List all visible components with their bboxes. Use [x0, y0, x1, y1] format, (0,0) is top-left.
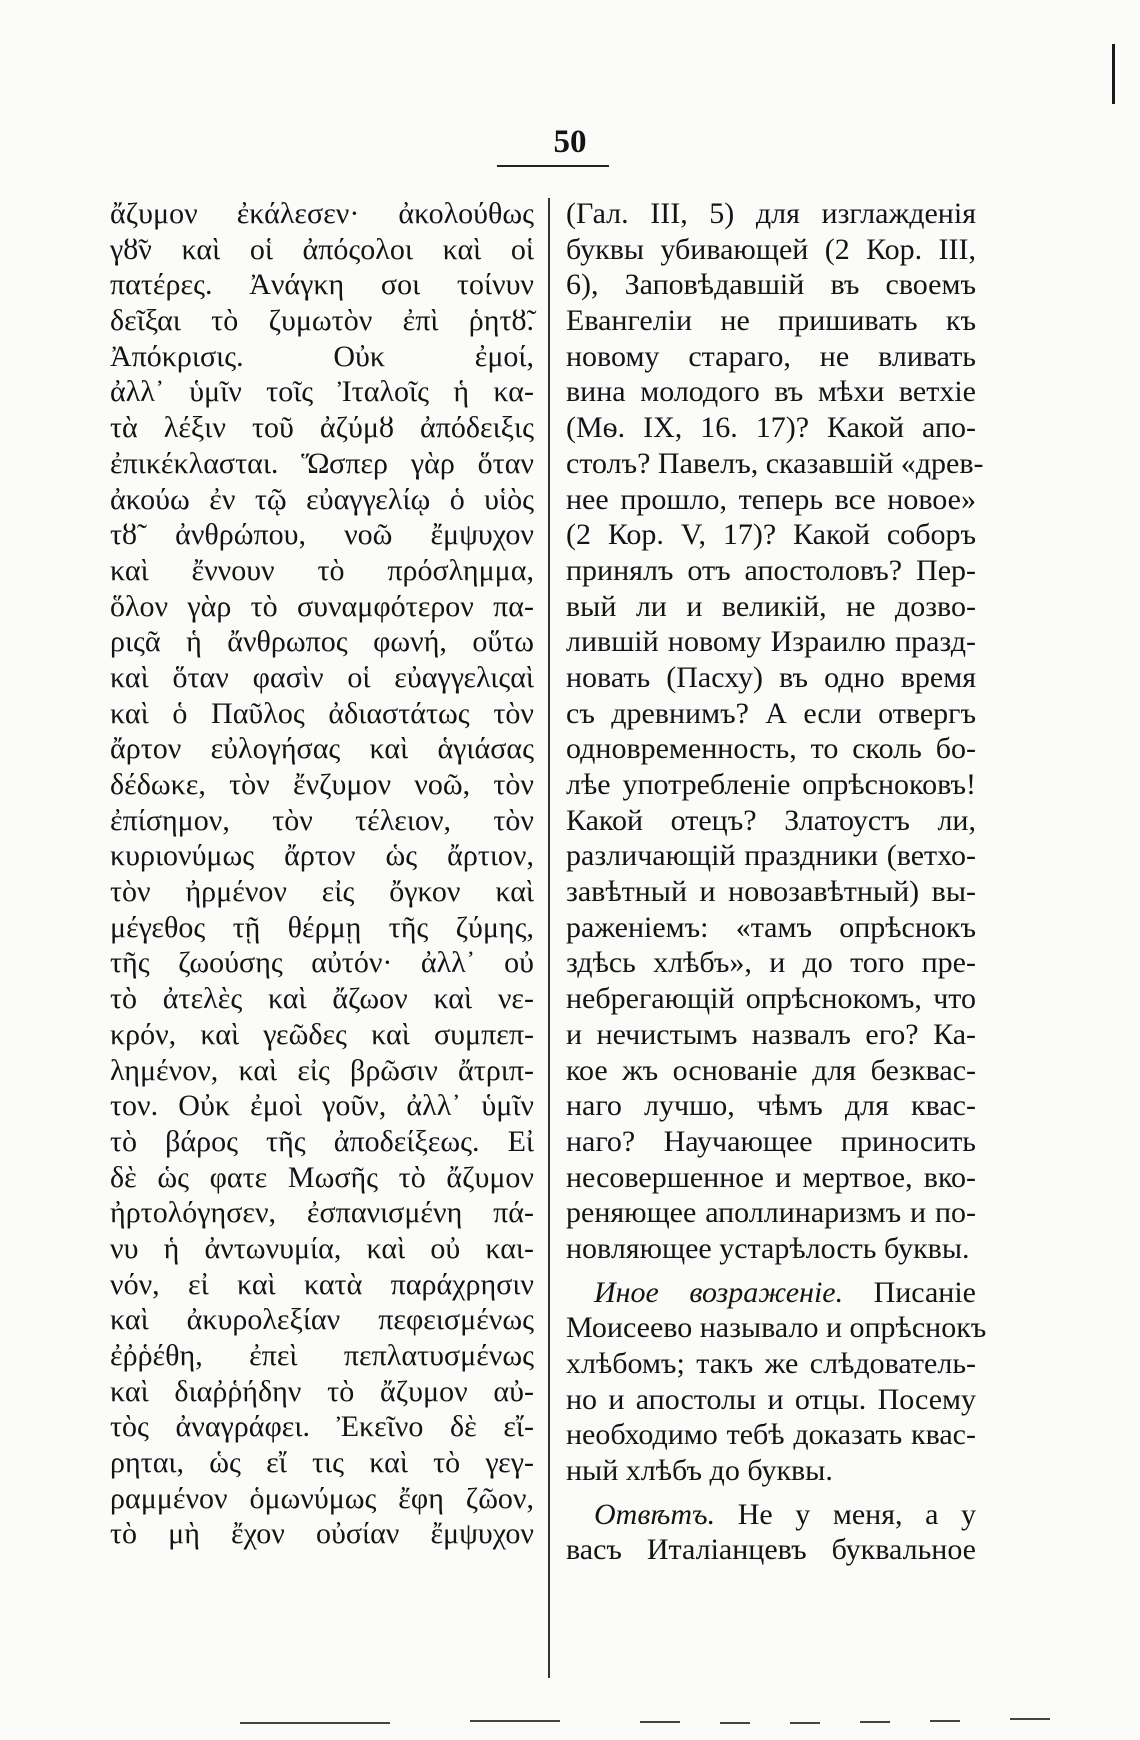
russian-line: завѣтный и новозавѣтный) вы- [566, 875, 976, 909]
russian-line: раженіемъ: «тамъ опрѣснокъ [566, 910, 976, 944]
paragraph-gap [566, 1267, 976, 1275]
greek-line: τὸ βάρος τῆς ἀποδείξεως. Εἰ [110, 1124, 534, 1158]
answer-line-text: Не у меня, а у [737, 1497, 977, 1531]
greek-line: τὸ ἀτελὲς καὶ ἄζωον καὶ νε- [110, 982, 534, 1016]
russian-line: и нечистымъ назвалъ его? Ка- [566, 1017, 976, 1051]
greek-line: τὸν ἠρμένον εἰς ὄγκον καὶ [110, 875, 534, 909]
russian-line: новать (Пасху) въ одно время [566, 660, 976, 694]
russian-line: наго лучшо, чѣмъ для квас- [566, 1089, 976, 1123]
greek-line: ἄζυμον ἐκάλεσεν· ἀκολούθως [110, 197, 534, 230]
russian-line: вина молодого въ мѣхи ветхіе [566, 375, 976, 409]
greek-line: ραμμένον ὁμωνύμως ἔφη ζῶον, [110, 1481, 534, 1515]
right-margin-mark [1112, 44, 1115, 104]
greek-line: ἐπικέκλασται. Ὥσπερ γὰρ ὅταν [110, 446, 534, 480]
greek-line: τὰ λέξιν τοῦ ἀζύμȣ ἀπόδειξις [110, 411, 534, 445]
greek-line: ρηται, ὡς εἴ τις καὶ τὸ γεγ- [110, 1446, 534, 1480]
greek-line: ἄρτον εὐλογήσας καὶ ἁγιάσας [110, 732, 534, 766]
russian-line: небрегающій опрѣснокомъ, что [566, 982, 976, 1016]
russian-line: хлѣбомъ; такъ же слѣдователь- [566, 1347, 976, 1380]
russian-line: реняющее аполлинаризмъ и по- [566, 1196, 976, 1230]
footer-mark [790, 1722, 820, 1724]
page-number-rule [497, 165, 609, 167]
greek-line: πατέρες. Ἀνάγκη σοι τοίνυν [110, 268, 534, 302]
russian-line: лѣе употребленіе опрѣсноковъ! [566, 768, 976, 801]
objection-heading: Иное возраженіе. [594, 1275, 844, 1309]
russian-line: вый ли и великій, не дозво- [566, 589, 976, 623]
russian-line: съ древнимъ? А если отвергъ [566, 696, 976, 730]
russian-line: несовершенное и мертвое, вко- [566, 1160, 976, 1194]
russian-line: Моисеево называло и опрѣснокъ [566, 1311, 987, 1345]
greek-line: καὶ ἀκυρολεξίαν πεφεισμένως [110, 1303, 534, 1337]
footer-mark [1010, 1718, 1050, 1720]
footer-mark [240, 1722, 390, 1724]
russian-line: (2 Кор. V, 17)? Какой соборъ [566, 518, 976, 552]
footer-mark [640, 1721, 680, 1723]
russian-line: лившій новому Израилю празд- [566, 625, 976, 659]
russian-line: буквы убивающей (2 Кор. III, [566, 232, 976, 266]
greek-line: τὸ μὴ ἔχον οὐσίαν ἔμψυχον [110, 1517, 534, 1551]
greek-line: δεῖξαι τὸ ζυμωτὸν ἐπὶ ῥητȣ̃. [110, 304, 534, 338]
russian-line: наго? Научающее приносить [566, 1124, 976, 1158]
russian-line: различающій праздники (ветхо- [566, 839, 976, 873]
greek-line: κυριονύμως ἄρτον ὡς ἄρτιον, [110, 839, 534, 873]
russian-line: (Гал. III, 5) для изглажденія [566, 197, 976, 230]
greek-line: καὶ ὁ Παῦλος ἀδιαστάτως τὸν [110, 696, 534, 730]
greek-line: ἠρτολόγησεν, ἐσπανισμένη πά- [110, 1196, 534, 1230]
left-column [110, 196, 534, 1552]
greek-line: λημένον, καὶ εἰς βρῶσιν ἄτριπ- [110, 1053, 534, 1087]
greek-line: ριςᾶ ἡ ἄνθρωπος φωνή, οὕτω [110, 625, 534, 659]
greek-line: μέγεθος τῇ θέρμῃ τῆς ζύμης, [110, 910, 534, 944]
greek-line: ἐῤῥέθη, ἐπεὶ πεπλατυσμένως [110, 1339, 534, 1372]
greek-line: τὸς ἀναγράφει. Ἐκεῖνο δὲ εἴ- [110, 1410, 534, 1444]
paragraph-gap [566, 1489, 976, 1497]
greek-line: ἀλλ᾿ ὑμῖν τοῖς Ἰταλοῖς ἡ κα- [110, 375, 534, 409]
russian-line: ный хлѣбъ до буквы. [566, 1454, 833, 1488]
footer-marks [0, 1716, 1140, 1728]
russian-line: одновременность, то сколь бо- [566, 732, 976, 766]
answer-heading: Отвѣтъ. [594, 1497, 716, 1531]
greek-line: καὶ ἔννουν τὸ πρόσλημμα, [110, 553, 534, 587]
russian-line: новому стараго, не вливать [566, 339, 976, 373]
greek-line: τῆς ζωούσης αὐτόν· ἀλλ᾿ οὐ [110, 946, 534, 980]
russian-line: принялъ отъ апостоловъ? Пер- [566, 553, 976, 587]
greek-line: ἐπίσημον, τὸν τέλειον, τὸν [110, 803, 534, 837]
greek-line: δὲ ὡς φατε Μωσῆς τὸ ἄζυμον [110, 1160, 534, 1194]
greek-line: τον. Οὐκ ἐμοὶ γοῦν, ἀλλ᾿ ὑμῖν [110, 1089, 534, 1123]
column-divider [548, 198, 550, 1678]
footer-mark [720, 1722, 750, 1724]
russian-line: Какой отецъ? Златоустъ ли, [566, 803, 976, 837]
footer-mark [860, 1721, 890, 1723]
greek-line: γȣ̃ν καὶ οἱ ἀπόςολοι καὶ οἱ [110, 232, 534, 266]
objection-first-line [566, 1275, 976, 1311]
russian-line: столъ? Павелъ, сказавшій «древ- [566, 446, 984, 480]
russian-line: новляющее устарѣлость буквы. [566, 1231, 970, 1265]
greek-line: καὶ διαῤῥήδην τὸ ἄζυμον αὐ- [110, 1374, 534, 1408]
russian-line: здѣсь хлѣбъ», и до того пре- [566, 946, 976, 980]
greek-line: ὅλον γὰρ τὸ συναμφότερον πα- [110, 589, 534, 623]
russian-line: но и апостолы и отцы. Посему [566, 1382, 976, 1416]
russian-line: Евангеліи не пришивать къ [566, 304, 976, 338]
greek-line: τȣ̃ ἀνθρώπου, νοῶ ἔμψυχον [110, 518, 534, 552]
answer-first-line [566, 1497, 976, 1533]
greek-line: Ἀπόκρισις. Οὐκ ἐμοί, [110, 339, 534, 373]
footer-mark [930, 1720, 960, 1722]
greek-line: ἀκούω ἐν τῷ εὐαγγελίῳ ὁ υἱὸς [110, 482, 534, 516]
greek-line: κρόν, καὶ γεῶδες καὶ συμπεπ- [110, 1017, 534, 1051]
objection-line-text: Писаніе [873, 1275, 976, 1309]
russian-line: 6), Заповѣдавшій въ своемъ [566, 268, 976, 302]
greek-line: καὶ ὅταν φασὶν οἱ εὐαγγελιςαὶ [110, 660, 534, 694]
page-number: 50 [553, 124, 587, 160]
russian-line: необходимо тебѣ доказать квас- [566, 1418, 976, 1452]
russian-line: кое жъ основаніе для безквас- [566, 1053, 976, 1087]
footer-mark [470, 1720, 560, 1722]
greek-line: δέδωκε, τὸν ἔνζυμον νοῶ, τὸν [110, 768, 534, 801]
greek-line: νυ ἡ ἀντωνυμία, καὶ οὐ και- [110, 1231, 534, 1265]
russian-line: васъ Италіанцевъ буквальное [566, 1533, 976, 1567]
greek-line: νόν, εἰ καὶ κατὰ παράχρησιν [110, 1267, 534, 1301]
russian-line: (Мѳ. IX, 16. 17)? Какой апо- [566, 411, 976, 445]
right-column [566, 196, 987, 1568]
russian-line: нее прошло, теперь все новое» [566, 482, 976, 516]
